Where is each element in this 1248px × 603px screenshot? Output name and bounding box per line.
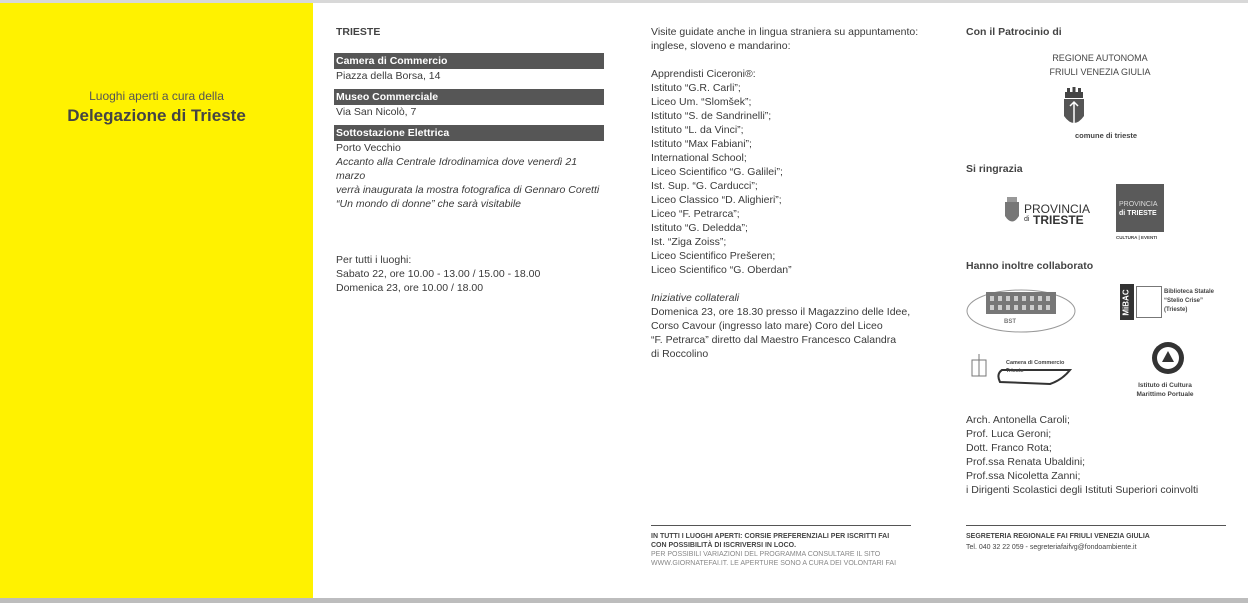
collateral-line: Domenica 23, ore 18.30 presso il Magazzino delle Idee, bbox=[651, 306, 911, 318]
venue-name: Sottostazione Elettrica bbox=[334, 125, 604, 141]
bottom-border bbox=[0, 598, 1248, 603]
ciceroni-item: Liceo Scientifico “G. Oberdan” bbox=[651, 264, 792, 276]
column-guides bbox=[651, 25, 921, 361]
venue-address: Via San Nicolò, 7 bbox=[336, 106, 417, 118]
istituto-seal-logo bbox=[1148, 340, 1188, 380]
camera-commercio-logo bbox=[970, 354, 1075, 388]
biblioteca-line: (Trieste) bbox=[1164, 307, 1188, 313]
ciceroni-item: Liceo Classico “D. Alighieri”; bbox=[651, 194, 782, 206]
comune-shield-icon bbox=[1062, 86, 1086, 132]
patrocinio-title: Con il Patrocinio di bbox=[966, 26, 1062, 38]
collaborato-title: Hanno inoltre collaborato bbox=[966, 260, 1094, 272]
bst-logo bbox=[966, 284, 1076, 334]
ciceroni-item: International School; bbox=[651, 152, 747, 164]
venue-name: Camera di Commercio bbox=[334, 53, 604, 69]
provincia-box-line: di TRIESTE bbox=[1119, 210, 1157, 217]
person-item: Arch. Antonella Caroli; bbox=[966, 414, 1070, 426]
ciceroni-item: Liceo Um. “Slomšek”; bbox=[651, 96, 752, 108]
venue-address: Piazza della Borsa, 14 bbox=[336, 70, 441, 82]
venue-note-line: Accanto alla Centrale Idrodinamica dove venerdì 21 marzo bbox=[336, 156, 578, 182]
ciceroni-item: Ist. “Ziga Zoiss”; bbox=[651, 236, 727, 248]
ciceroni-item: Istituto “G. Deledda”; bbox=[651, 222, 748, 234]
istituto-seal-icon bbox=[1148, 340, 1188, 380]
intro-line: inglese, sloveno e mandarino: bbox=[651, 40, 791, 52]
camera-line: Camera di Commercio bbox=[1006, 360, 1065, 366]
segreteria-footer bbox=[966, 532, 1228, 552]
hours-line: Domenica 23, ore 10.00 / 18.00 bbox=[336, 282, 484, 294]
ringrazia-title: Si ringrazia bbox=[966, 163, 1023, 175]
person-item: Prof. Luca Geroni; bbox=[966, 428, 1052, 440]
provincia-word: PROVINCIA bbox=[1024, 202, 1091, 216]
istituto-line: Marittimo Portuale bbox=[1136, 391, 1194, 398]
collateral-line: Corso Cavour (ingresso lato mare) Coro del Liceo bbox=[651, 320, 883, 332]
intro-line: Visite guidate anche in lingua straniera su appuntamento: bbox=[651, 26, 919, 38]
collateral-line: di Roccolino bbox=[651, 348, 709, 360]
provincia-di: di bbox=[1024, 216, 1030, 223]
ciceroni-item: Istituto “Max Fabiani”; bbox=[651, 138, 752, 150]
hours-title: Per tutti i luoghi: bbox=[336, 254, 412, 266]
footer-bold-line: IN TUTTI I LUOGHI APERTI: CORSIE PREFERENZIALI PER ISCRITTI FAI bbox=[651, 533, 890, 540]
collaborato-block bbox=[966, 259, 1166, 273]
hours-line: Sabato 22, ore 10.00 - 13.00 / 15.00 - 18.00 bbox=[336, 268, 541, 280]
ciceroni-item: Liceo Scientifico Prešeren; bbox=[651, 250, 776, 262]
ciceroni-item: Istituto “L. da Vinci”; bbox=[651, 124, 744, 136]
venue-note-line: verrà inaugurata la mostra fotografica di Gennaro Coretti bbox=[336, 184, 600, 196]
people-list bbox=[966, 413, 1236, 497]
yellow-sidebar bbox=[0, 3, 313, 598]
footer-light-line: PER POSSIBILI VARIAZIONI DEL PROGRAMMA CONSULTARE IL SITO bbox=[651, 551, 881, 558]
biblioteca-line: Biblioteca Statale bbox=[1164, 289, 1215, 295]
provincia-box-line: PROVINCIA bbox=[1119, 201, 1158, 208]
ciceroni-item: Liceo “F. Petrarca”; bbox=[651, 208, 740, 220]
collateral-line: “F. Petrarca” diretto dal Maestro Francesco Calandra bbox=[651, 334, 897, 346]
segreteria-title: SEGRETERIA REGIONALE FAI FRIULI VENEZIA GIULIA bbox=[966, 533, 1150, 540]
person-item: i Dirigenti Scolastici degli Istituti Superiori coinvolti bbox=[966, 484, 1199, 496]
ciceroni-title: Apprendisti Ciceroni®: bbox=[651, 68, 756, 80]
provincia-logo bbox=[1003, 196, 1093, 232]
provincia-cultura-logo bbox=[1116, 184, 1164, 232]
person-item: Prof.ssa Nicoletta Zanni; bbox=[966, 470, 1081, 482]
mibac-logo bbox=[1120, 284, 1160, 320]
provincia-box-sub: CULTURA | EVENTI bbox=[1116, 235, 1158, 240]
person-item: Dott. Franco Rota; bbox=[966, 442, 1052, 454]
footer-rule bbox=[651, 525, 911, 526]
venue-name: Museo Commerciale bbox=[334, 89, 604, 105]
bst-building-icon bbox=[966, 284, 1076, 334]
bst-label: BST bbox=[1004, 319, 1016, 325]
regione-line: FRIULI VENEZIA GIULIA bbox=[1049, 67, 1151, 77]
istituto-label bbox=[1110, 381, 1220, 399]
ciceroni-item: Istituto “S. de Sandrinelli”; bbox=[651, 110, 772, 122]
ringrazia-block bbox=[966, 162, 1166, 176]
comune-label: comune di trieste bbox=[1075, 131, 1138, 140]
collateral-title: Iniziative collaterali bbox=[651, 292, 740, 304]
footer-notice bbox=[651, 532, 913, 568]
sidebar-title: Delegazione di Trieste bbox=[67, 106, 246, 125]
provincia-shield-icon bbox=[1003, 196, 1021, 228]
footer-light-line: WWW.GIORNATEFAI.IT. LE APERTURE SONO A CURA DEI VOLONTARI FAI bbox=[651, 560, 897, 567]
camera-line: Trieste bbox=[1006, 368, 1024, 374]
provincia-city: TRIESTE bbox=[1033, 213, 1084, 227]
sidebar-subtitle: Luoghi aperti a cura della bbox=[89, 89, 224, 103]
footer-bold-line: CON POSSIBILITÀ DI ISCRIVERSI IN LOCO. bbox=[651, 542, 797, 549]
regione-line: REGIONE AUTONOMA bbox=[1052, 53, 1148, 63]
istituto-line: Istituto di Cultura bbox=[1138, 382, 1192, 389]
camera-label bbox=[1006, 359, 1064, 375]
footer-rule-right bbox=[966, 525, 1226, 526]
column-venues bbox=[336, 25, 604, 295]
biblioteca-line: “Stelio Crise” bbox=[1164, 298, 1204, 304]
ciceroni-item: Istituto “G.R. Carli”; bbox=[651, 82, 741, 94]
ciceroni-item: Liceo Scientifico “G. Galilei”; bbox=[651, 166, 783, 178]
biblioteca-label bbox=[1164, 288, 1214, 315]
venue-note-line: “Un mondo di donne” che sarà visitabile bbox=[336, 198, 522, 210]
ciceroni-item: Ist. Sup. “G. Carducci”; bbox=[651, 180, 758, 192]
city-heading: TRIESTE bbox=[336, 26, 381, 38]
regione-logo bbox=[1040, 51, 1160, 79]
mibac-label: MiBAC bbox=[1121, 289, 1131, 316]
segreteria-contact: Tel. 040 32 22 059 - segreteriafaifvg@fondoambiente.it bbox=[966, 544, 1137, 551]
venue-address: Porto Vecchio bbox=[336, 142, 401, 154]
person-item: Prof.ssa Renata Ubaldini; bbox=[966, 456, 1086, 468]
comune-logo bbox=[1062, 86, 1152, 140]
